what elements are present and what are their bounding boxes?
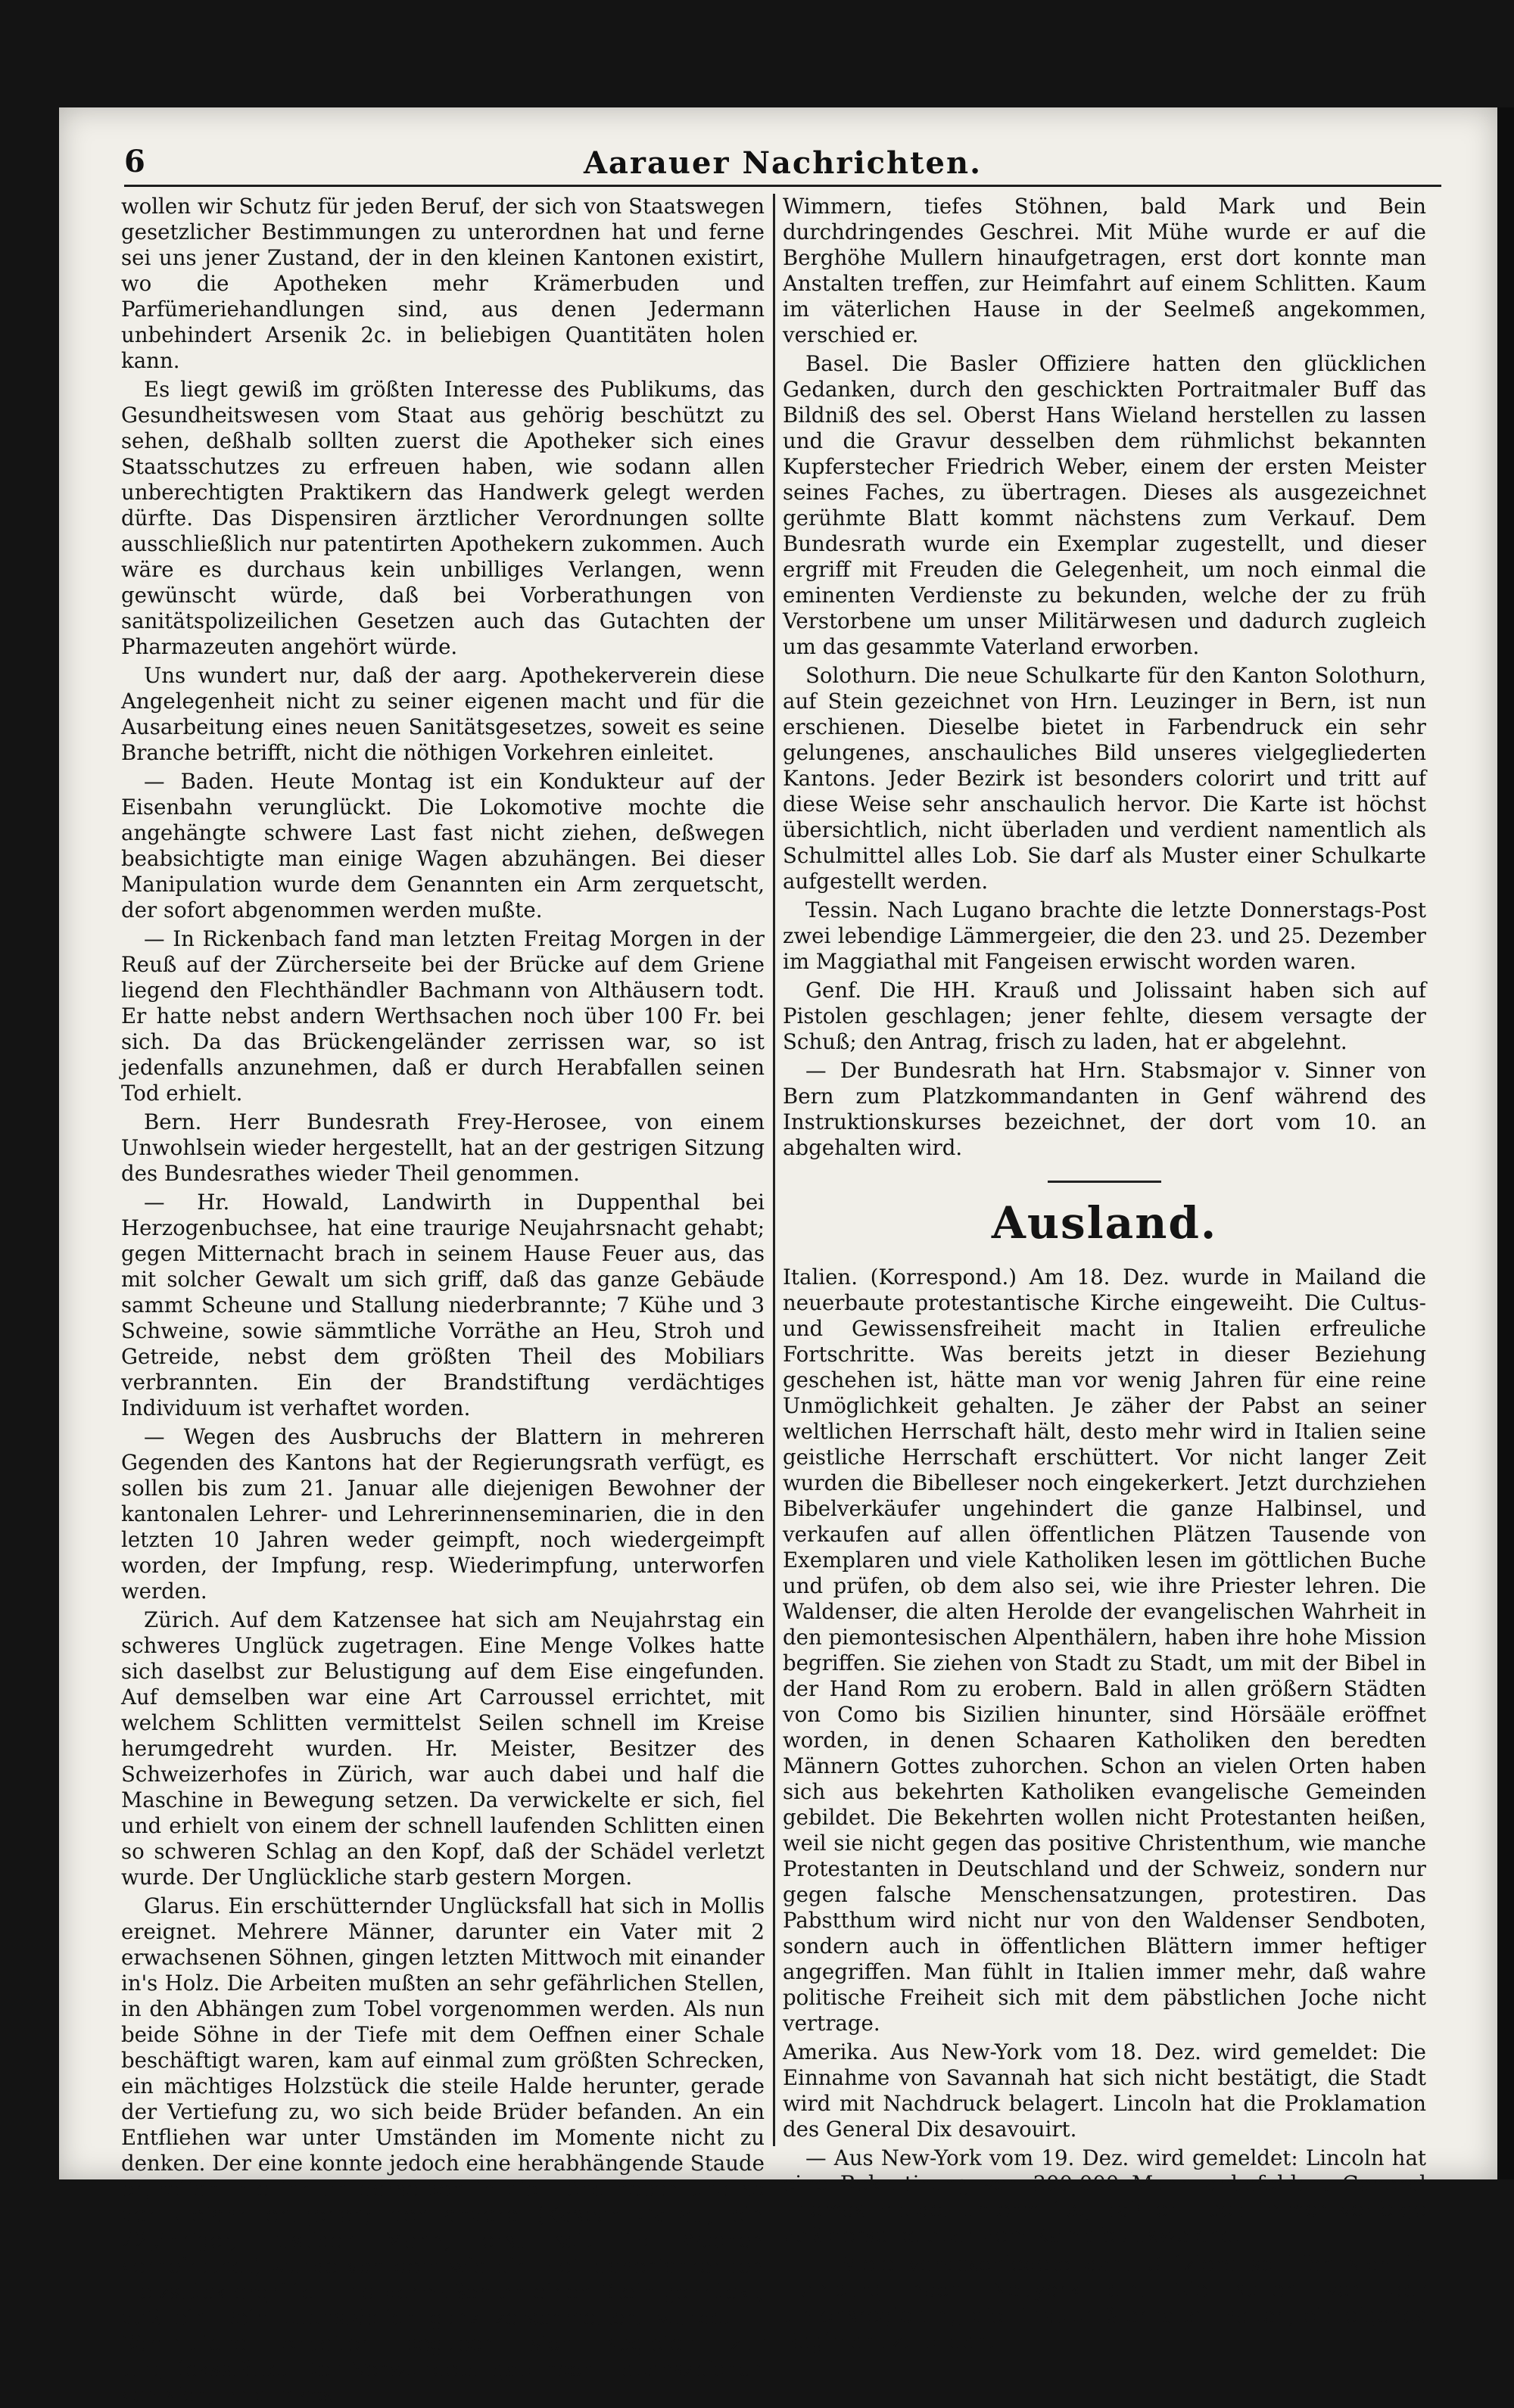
column-divider <box>773 194 775 2146</box>
paragraph: Basel. Die Basler Offiziere hatten den glücklichen Gedanken, durch den geschickten Portraitmaler Buff das Bildniß des sel. Oberst Hans Wieland herstellen zu lassen und die Gravur desselben dem rühmlichst bekannten Kupferstecher Friedrich Weber, einem der ersten Meister seines Faches, zu übertragen. Dieses als ausgezeichnet gerühmte Blatt kommt nächstens zum Verkauf. Dem Bundesrath wurde ein Exemplar zugestellt, und dieser ergriff mit Freuden die Gelegenheit, um noch einmal die eminenten Verdienste zu bekunden, welche der zu früh Verstorbene um unser Militärwesen und dadurch zugleich um das gesammte Vaterland erworben. <box>783 351 1426 659</box>
paragraph: Amerika. Aus New-York vom 18. Dez. wird gemeldet: Die Einnahme von Savannah hat sich nicht bestätigt, die Stadt wird mit Nachdruck belagert. Lincoln hat die Proklamation des General Dix desavouirt. <box>783 2039 1426 2142</box>
paragraph: Zürich. Auf dem Katzensee hat sich am Neujahrstag ein schweres Unglück zugetragen. Eine Menge Volkes hatte sich daselbst zur Belustigung auf dem Eise eingefunden. Auf demselben war eine Art Carroussel errichtet, mit welchem Schlitten vermittelst Seilen schnell im Kreise herumgedreht wurden. Hr. Meister, Besitzer des Schweizerhofes in Zürich, war auch dabei und half die Maschine in Bewegung setzen. Da verwickelte er sich, fiel und erhielt von einem der schnell laufenden Schlitten einen so schweren Schlag an den Kopf, daß der Schädel verletzt wurde. Der Unglückliche starb gestern Morgen. <box>121 1607 765 1890</box>
newspaper-title: Aarauer Nachrichten. <box>583 145 983 181</box>
paragraph: — Der Bundesrath hat Hrn. Stabsmajor v. Sinner von Bern zum Platzkommandanten in Genf während des Instruktionskurses bezeichnet, der dort vom 10. an abgehalten wird. <box>783 1058 1426 1160</box>
left-column <box>121 194 765 2408</box>
page-header <box>124 144 1441 187</box>
paragraph: — Wegen des Ausbruchs der Blattern in mehreren Gegenden des Kantons hat der Regierungsrath verfügt, es sollen bis zum 21. Januar alle diejenigen Bewohner der kantonalen Lehrer- und Lehrerinnenseminarien, die in den letzten 10 Jahren weder geimpft, noch wiedergeimpft worden, der Impfung, resp. Wiederimpfung, unterworfen werden. <box>121 1424 765 1604</box>
scan-edge <box>1497 107 1514 2179</box>
paragraph: Solothurn. Die neue Schulkarte für den Kanton Solothurn, auf Stein gezeichnet von Hrn. Leuzinger in Bern, ist nun erschienen. Dieselbe bietet in Farbendruck ein sehr gelungenes, anschauliches Bild unseres vielgegliederten Kantons. Jeder Bezirk ist besonders colorirt und tritt auf diese Weise sehr anschaulich hervor. Die Karte ist höchst übersichtlich, nicht überladen und verdient namentlich als Schulmittel alles Lob. Sie darf als Muster einer Schulkarte aufgestellt werden. <box>783 663 1426 894</box>
section-divider <box>1048 1181 1161 1183</box>
paragraph: — Viele verabschiedete dän. Offiziere schiffen sich in Hamburg nach Neuyork ein. Sie sollen von der Unionsregierung die Erlaubniß erhalten haben, ein eigenes Regiment zu bilden. <box>783 2251 1426 2354</box>
paragraph: — Aus New-York vom 19. Dez. wird gemeldet: Lincoln hat eine Rekrutirung von 300,000 Mann anbefohlen. General Thomas meldet unterm 18., daß er Hood immer verfolge daß derselbe aber dem Kampfe ausweiche. <box>783 2145 1426 2248</box>
paragraph: wollen wir Schutz für jeden Beruf, der sich von Staatswegen gesetzlicher Bestimmungen zu unterordnen hat und ferne sei uns jener Zustand, der in den kleinen Kantonen existirt, wo die Apotheken mehr Krämerbuden und Parfümeriehandlungen sind, aus denen Jedermann unbehindert Arsenik 2c. in beliebigen Quantitäten holen kann. <box>121 194 765 373</box>
paragraph: Italien. (Korrespond.) Am 18. Dez. wurde in Mailand die neuerbaute protestantische Kirche eingeweiht. Die Cultus- und Gewissensfreiheit macht in Italien erfreuliche Fortschritte. Was bereits jetzt in dieser Beziehung geschehen ist, hätte man vor wenig Jahren für eine reine Unmöglichkeit gehalten. Je zäher der Pabst an seiner weltlichen Herrschaft hält, desto mehr wird in Italien seine geistliche Herrschaft erschüttert. Vor nicht langer Zeit wurden die Bibelleser noch eingekerkert. Jetzt durchziehen Bibelverkäufer ungehindert die ganze Halbinsel, und verkaufen auf allen öffentlichen Plätzen Tausende von Exemplaren und viele Katholiken lesen im göttlichen Buche und prüfen, ob dem also sei, wie ihre Priester lehren. Die Waldenser, die alten Herolde der evangelischen Wahrheit in den piemontesischen Alpenthälern, haben ihre hohe Mission begriffen. Sie ziehen von Stadt zu Stadt, um mit der Bibel in der Hand Rom zu erobern. Bald in allen größern Städten von Como bis Sizilien hinunter, sind Hörsääle eröffnet worden, in denen Schaaren Katholiken den beredten Männern Gottes zuhorchen. Schon an vielen Orten haben sich aus bekehrten Katholiken evangelische Gemeinden gebildet. Die Bekehrten wollen nicht Protestanten heißen, weil sie nicht gegen das positive Christenthum, wie manche Protestanten in Deutschland und der Schweiz, sondern nur gegen falsche Menschensatzungen, protestiren. Das Pabstthum wird nicht nur von den Waldenser Sendboten, sondern auch in öffentlichen Blättern immer heftiger angegriffen. Man fühlt in Italien immer mehr, daß wahre politische Freiheit sich mit dem päbstlichen Joche nicht vertrage. <box>783 1265 1426 2036</box>
paragraph: — In Rickenbach fand man letzten Freitag Morgen in der Reuß auf der Zürcherseite bei der Brücke auf dem Griene liegend den Flechthändler Bachmann von Althäusern todt. Er hatte nebst andern Werthsachen noch über 100 Fr. bei sich. Da das Brückengeländer zerrissen war, so ist jedenfalls anzunehmen, daß er durch Herabfallen seinen Tod erhielt. <box>121 926 765 1106</box>
paragraph: Uns wundert nur, daß der aarg. Apothekerverein diese Angelegenheit nicht zu seiner eigenen macht und für die Ausarbeitung eines neuen Sanitätsgesetzes, soweit es seine Branche betrifft, nicht die nöthigen Vorkehren einleitet. <box>121 663 765 765</box>
paragraph: — Baden. Heute Montag ist ein Kondukteur auf der Eisenbahn verunglückt. Die Lokomotive mochte die angehängte schwere Last fast nicht ziehen, deßwegen beabsichtigte man einige Wagen abzuhängen. Bei dieser Manipulation wurde dem Genannten ein Arm zerquetscht, der sofort abgenommen werden mußte. <box>121 769 765 922</box>
page-number: 6 <box>124 144 145 179</box>
section-title-ausland: Ausland. <box>991 1197 1218 1249</box>
paragraph: Bern. Herr Bundesrath Frey-Herosee, von einem Unwohlsein wieder hergestellt, hat an der gestrigen Sitzung des Bundesrathes wieder Theil genommen. <box>121 1109 765 1186</box>
paragraph: Genf. Die HH. Krauß und Jolissaint haben sich auf Pistolen geschlagen; jener fehlte, diesem versagte der Schuß; den Antrag, frisch zu laden, hat er abgelehnt. <box>783 978 1426 1054</box>
paragraph: Wimmern, tiefes Stöhnen, bald Mark und Bein durchdringendes Geschrei. Mit Mühe wurde er auf die Berghöhe Mullern hinaufgetragen, erst dort konnte man Anstalten treffen, zur Heimfahrt auf einem Schlitten. Kaum im väterlichen Hause in der Seelmeß angekommen, verschied er. <box>783 194 1426 347</box>
newspaper-page <box>59 107 1497 2407</box>
paragraph: — Hr. Howald, Landwirth in Duppenthal bei Herzogenbuchsee, hat eine traurige Neujahrsnacht gehabt; gegen Mitternacht brach in seinem Hause Feuer aus, das mit solcher Gewalt um sich griff, daß das ganze Gebäude sammt Scheune und Stallung niederbrannte; 7 Kühe und 3 Schweine, sowie sämmtliche Vorräthe an Heu, Stroh und Getreide, nebst dem größten Theil des Mobiliars verbrannten. Ein der Brandstiftung verdächtiges Individuum ist verhaftet worden. <box>121 1190 765 1420</box>
paragraph: Es liegt gewiß im größten Interesse des Publikums, das Gesundheitswesen vom Staat aus gehörig beschützt zu sehen, deßhalb sollten zuerst die Apotheker sich eines Staatsschutzes zu erfreuen haben, wie sodann allen unberechtigten Praktikern das Handwerk gelegt werden dürfte. Das Dispensiren ärztlicher Verordnungen sollte ausschließlich nur patentirten Apothekern zukommen. Auch wäre es durchaus kein unbilliges Verlangen, wenn gewünscht würde, daß bei Vorberathungen von sanitätspolizeilichen Gesetzen auch das Gutachten der Pharmazeuten angehört würde. <box>121 377 765 659</box>
right-column <box>783 194 1426 2354</box>
paragraph: Glarus. Ein erschütternder Unglücksfall hat sich in Mollis ereignet. Mehrere Männer, darunter ein Vater mit 2 erwachsenen Söhnen, gingen letzten Mittwoch mit einander in's Holz. Die Arbeiten mußten an sehr gefährlichen Stellen, in den Abhängen zum Tobel vorgenommen werden. Als nun beide Söhne in der Tiefe mit dem Oeffnen einer Schale beschäftigt waren, kam auf einmal zum größten Schrecken, ein mächtiges Holzstück die steile Halde herunter, gerade der Vertiefung zu, wo sich beide Brüder befanden. An ein Entfliehen war unter Umständen im Momente nicht zu denken. Der eine konnte jedoch eine herabhängende Staude ergreifen, die ihn an derselben in die Höhe heben und so der Gefahr entgehen; der andere (Kaspar Gallati, ein 22jähriger, rüstiger Mann, erst seit 15 Wochen verheirathet) wurde von dem wie ein Pfeil daherfahrenden Holzstück ergriffen und dermaßen an einen Stein gedrückt, daß ein Bein buchstäblich ganz zerschmettert wurde. — Sämmtliche Arbeiter begaben sich sogleich zur Unglücksstätte. Der Verwundete gab noch Lebenszeichen von sich, bald leises <box>121 1893 765 2407</box>
paragraph: Tessin. Nach Lugano brachte die letzte Donnerstags-Post zwei lebendige Lämmergeier, die den 23. und 25. Dezember im Maggiathal mit Fangeisen erwischt worden waren. <box>783 898 1426 974</box>
